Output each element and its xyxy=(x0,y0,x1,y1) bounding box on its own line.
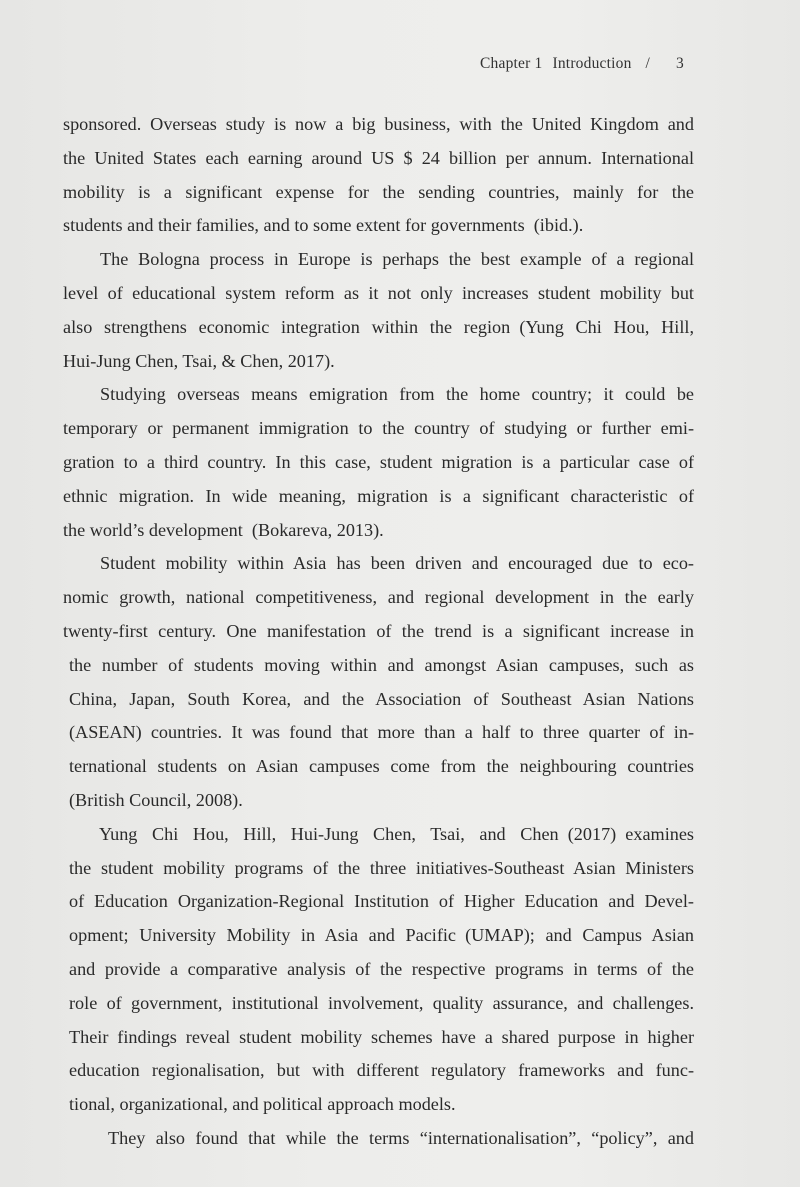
text-line: the United States each earning around US $ 24 billion per annum. International xyxy=(63,147,694,168)
text-line: They also found that while the terms “internationalisation”, “policy”, and xyxy=(108,1127,694,1148)
text-line: the student mobility programs of the three initiatives-Southeast Asian Ministers xyxy=(69,857,694,878)
text-line: education regionalisation, but with different regulatory frameworks and func- xyxy=(69,1060,694,1081)
text-line: role of government, institutional involvement, quality assurance, and challenges. xyxy=(69,992,694,1013)
text-line: The Bologna process in Europe is perhaps the best example of a regional xyxy=(100,249,694,270)
text-line: of Education Organization-Regional Institution of Higher Education and Devel- xyxy=(69,891,694,912)
text-line: (ASEAN) countries. It was found that more than a half to three quarter of in- xyxy=(69,722,694,743)
page-number: 3 xyxy=(676,55,684,72)
text-line: Yung Chi Hou, Hill, Hui-Jung Chen, Tsai, and Chen (2017) examines xyxy=(99,823,694,844)
running-head xyxy=(480,55,684,73)
text-line: ternational students on Asian campuses come from the neighbouring countries xyxy=(69,756,694,777)
text-line: also strengthens economic integration within the region (Yung Chi Hou, Hill, xyxy=(63,316,694,337)
text-line: temporary or permanent immigration to the country of studying or further emi- xyxy=(63,418,694,439)
text-line: nomic growth, national competitiveness, and regional development in the early xyxy=(63,587,694,608)
text-line: sponsored. Overseas study is now a big business, with the United Kingdom and xyxy=(63,114,694,134)
text-line: twenty-first century. One manifestation of the trend is a significant increase in xyxy=(63,620,694,641)
chapter-title: Introduction xyxy=(552,55,632,72)
header-separator: / xyxy=(645,55,651,72)
text-line: Studying overseas means emigration from the home country; it could be xyxy=(100,384,694,405)
text-line: tional, organizational, and political approach models. xyxy=(69,1094,456,1115)
text-line: gration to a third country. In this case, student migration is a particular case of xyxy=(63,451,694,472)
text-line: students and their families, and to some extent for governments (ibid.). xyxy=(63,215,584,236)
text-line: Hui-Jung Chen, Tsai, & Chen, 2017). xyxy=(63,350,335,371)
text-line: level of educational system reform as it not only increases student mobility but xyxy=(63,282,694,303)
text-line: (British Council, 2008). xyxy=(69,789,243,810)
body-text xyxy=(63,108,694,1156)
text-line: the world’s development (Bokareva, 2013). xyxy=(63,519,384,540)
text-line: China, Japan, South Korea, and the Association of Southeast Asian Nations xyxy=(69,688,694,709)
text-line: Student mobility within Asia has been driven and encouraged due to eco- xyxy=(100,553,694,574)
text-line: opment; University Mobility in Asia and Pacific (UMAP); and Campus Asian xyxy=(69,925,694,946)
chapter-label: Chapter 1 xyxy=(480,55,543,72)
text-line: ethnic migration. In wide meaning, migration is a significant characteristic of xyxy=(63,485,694,506)
text-line: the number of students moving within and amongst Asian campuses, such as xyxy=(69,654,694,675)
text-line: mobility is a significant expense for the sending countries, mainly for the xyxy=(63,181,694,202)
text-line: and provide a comparative analysis of the respective programs in terms of the xyxy=(69,958,694,979)
text-line: Their findings reveal student mobility schemes have a shared purpose in higher xyxy=(69,1026,694,1047)
